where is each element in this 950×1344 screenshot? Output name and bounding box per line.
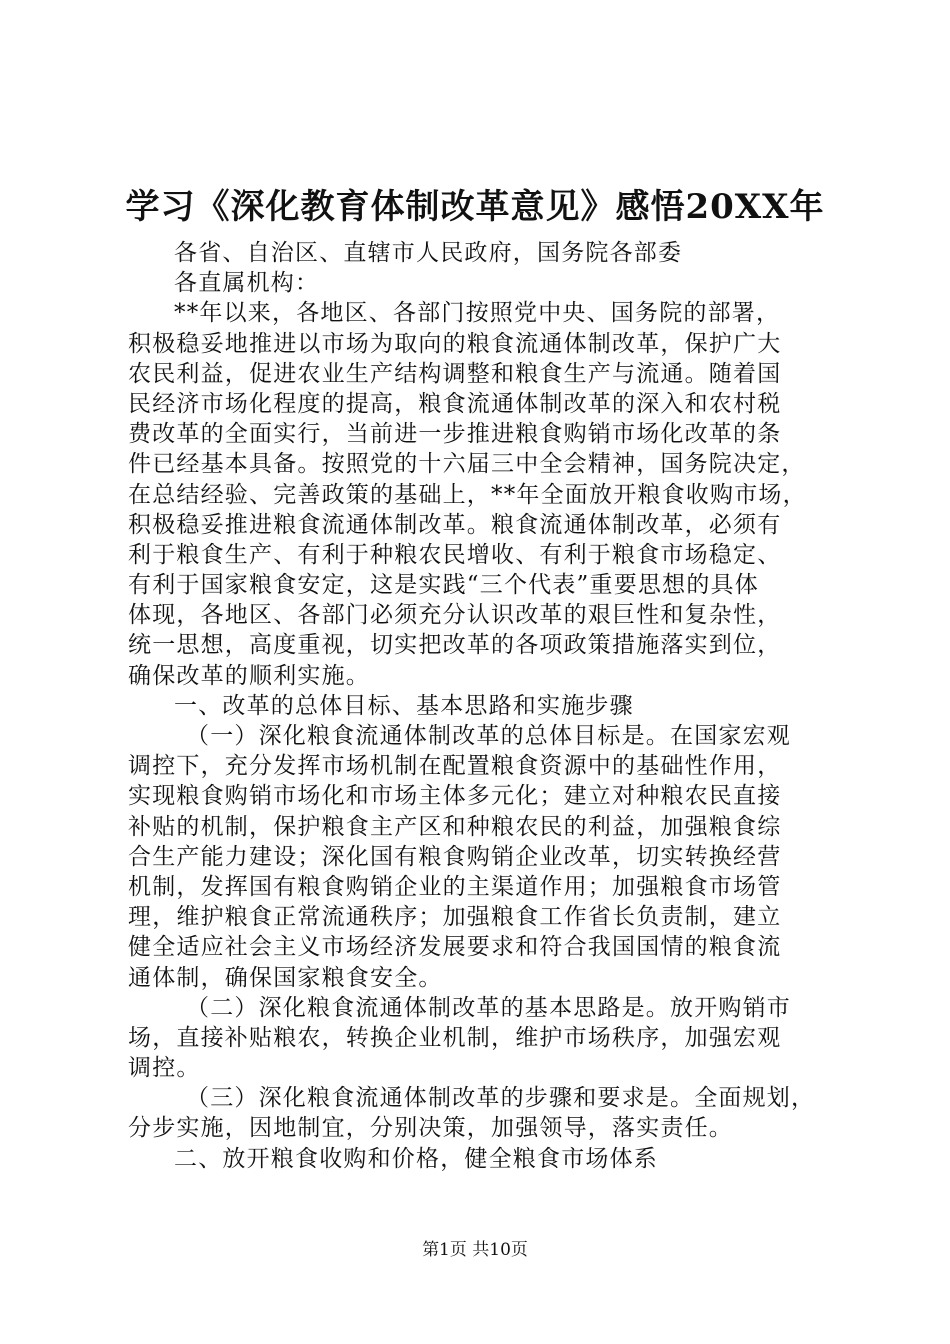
paragraph-line: 调控。	[128, 1055, 201, 1082]
paragraph-line: 在总结经验、完善政策的基础上，**年全面放开粮食收购市场，	[128, 481, 807, 508]
paragraph-line: **年以来，各地区、各部门按照党中央、国务院的部署，	[174, 300, 781, 327]
paragraph-line: 利于粮食生产、有利于种粮农民增收、有利于粮食市场稳定、	[128, 541, 782, 568]
paragraph-line: 有利于国家粮食安定，这是实践“三个代表”重要思想的具体	[128, 572, 759, 599]
paragraph-line: 统一思想，高度重视，切实把改革的各项政策措施落实到位，	[128, 632, 782, 659]
paragraph-line: 理，维护粮食正常流通秩序；加强粮食工作省长负责制，建立	[128, 904, 782, 931]
paragraph-line: 调控下，充分发挥市场机制在配置粮食资源中的基础性作用，	[128, 753, 782, 780]
paragraph-line: 机制，发挥国有粮食购销企业的主渠道作用；加强粮食市场管	[128, 873, 782, 900]
paragraph-line: 通体制，确保国家粮食安全。	[128, 964, 443, 991]
section-heading: 二、放开粮食收购和价格，健全粮食市场体系	[174, 1145, 658, 1172]
paragraph-line: 民经济市场化程度的提高，粮食流通体制改革的深入和农村税	[128, 390, 782, 417]
page-number: 第1页 共10页	[422, 1240, 528, 1260]
paragraph-line: 确保改革的顺利实施。	[128, 662, 370, 689]
paragraph-line: 各省、自治区、直辖市人民政府，国务院各部委	[174, 240, 683, 266]
paragraph-line: （三）深化粮食流通体制改革的步骤和要求是。全面规划，	[186, 1085, 816, 1112]
paragraph-line: 补贴的机制，保护粮食主产区和种粮农民的利益，加强粮食综	[128, 813, 782, 840]
document-body	[128, 238, 840, 1174]
paragraph-line: 实现粮食购销市场化和市场主体多元化；建立对种粮农民直接	[128, 783, 782, 810]
paragraph-line: 费改革的全面实行，当前进一步推进粮食购销市场化改革的条	[128, 421, 782, 448]
paragraph-line: 分步实施，因地制宜，分别决策，加强领导，落实责任。	[128, 1115, 733, 1142]
paragraph-line: 积极稳妥地推进以市场为取向的粮食流通体制改革，保护广大	[128, 330, 782, 357]
paragraph-line: 积极稳妥推进粮食流通体制改革。粮食流通体制改革，必须有	[128, 511, 782, 538]
paragraph-line: （一）深化粮食流通体制改革的总体目标是。在国家宏观	[186, 723, 791, 749]
document-title: 学习《深化教育体制改革意见》感悟20XX年	[125, 187, 825, 227]
paragraph-line: 各直属机构：	[174, 270, 320, 297]
paragraph-line: 合生产能力建设；深化国有粮食购销企业改革，切实转换经营	[128, 843, 782, 870]
paragraph-line: 件已经基本具备。按照党的十六届三中全会精神，国务院决定，	[128, 451, 806, 478]
paragraph-line: 体现，各地区、各部门必须充分认识改革的艰巨性和复杂性，	[128, 602, 782, 629]
paragraph-line: 场，直接补贴粮农，转换企业机制，维护市场秩序，加强宏观	[128, 1024, 782, 1051]
paragraph-line: （二）深化粮食流通体制改革的基本思路是。放开购销市	[186, 994, 791, 1021]
paragraph-line: 健全适应社会主义市场经济发展要求和符合我国国情的粮食流	[128, 934, 782, 961]
section-heading: 一、改革的总体目标、基本思路和实施步骤	[174, 692, 634, 719]
paragraph-line: 农民利益，促进农业生产结构调整和粮食生产与流通。随着国	[128, 360, 782, 387]
